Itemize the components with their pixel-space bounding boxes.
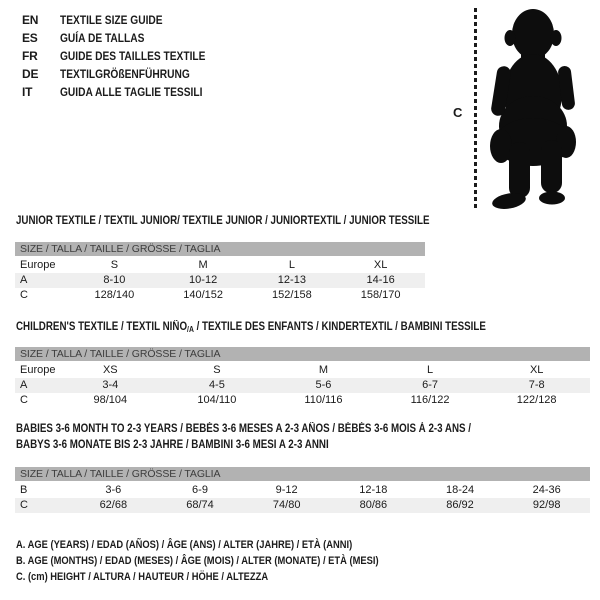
cell-value: 3-4: [102, 379, 119, 391]
table-row: [15, 363, 590, 378]
table-row: [15, 273, 425, 288]
language-title-list: [22, 11, 231, 101]
row-label: A: [20, 379, 28, 391]
heading-text: CHILDREN'S TEXTILE / TEXTIL NIÑO: [16, 321, 188, 333]
cell-value: XL: [529, 364, 544, 376]
footnote-line: [16, 537, 443, 553]
cell-value: 152/158: [271, 289, 312, 301]
cell-value: S: [110, 259, 119, 271]
section-children: [15, 320, 590, 408]
row-label: C: [20, 499, 28, 511]
cell-value: 6-9: [192, 484, 208, 496]
cell-value: 116/122: [410, 394, 450, 406]
language-title: GUIDA ALLE TAGLIE TESSILI: [60, 85, 203, 99]
table-row: [15, 498, 590, 513]
section-junior: [15, 214, 430, 303]
language-title: TEXTILE SIZE GUIDE: [60, 13, 163, 27]
size-table: [15, 347, 590, 408]
language-row: [22, 65, 231, 83]
cell-value: 10-12: [189, 274, 218, 286]
language-title: GUÍA DE TALLAS: [60, 31, 145, 45]
cell-value: 9-12: [275, 484, 298, 496]
cell-value: 110/116: [304, 394, 343, 406]
cell-value: 98/104: [93, 394, 128, 406]
heading-text: / TEXTILE DES ENFANTS / KINDERTEXTIL / BAMBINI TESSILE: [193, 321, 486, 333]
size-table-header: SIZE / TALLA / TAILLE / GRÖSSE / TAGLIA: [15, 347, 590, 361]
cell-value: M: [318, 364, 329, 376]
language-row: [22, 29, 231, 47]
cell-value: 62/68: [99, 499, 128, 511]
footnote-text: C. (cm) HEIGHT / ALTURA / HAUTEUR / HÖHE / ALTEZZA: [16, 571, 269, 583]
row-label: B: [20, 484, 28, 496]
language-title: GUIDE DES TAILLES TEXTILE: [60, 49, 206, 63]
row-label: C: [20, 289, 28, 301]
cell-value: 86/92: [446, 499, 474, 511]
heading-text: JUNIOR TEXTILE / TEXTIL JUNIOR/ TEXTILE JUNIOR / JUNIORTEXTIL / JUNIOR TESSILE: [16, 215, 430, 227]
cell-value: XL: [373, 259, 388, 271]
toddler-silhouette-icon: [482, 4, 594, 210]
cell-value: 104/110: [197, 394, 237, 406]
table-row: [15, 288, 425, 303]
footnote-text: A. AGE (YEARS) / EDAD (AÑOS) / ÂGE (ANS) / ALTER (JAHRE) / ETÀ (ANNI): [16, 539, 353, 551]
table-row: [15, 258, 425, 273]
cell-value: S: [213, 364, 221, 376]
size-table-header: SIZE / TALLA / TAILLE / GRÖSSE / TAGLIA: [15, 467, 590, 481]
section-heading: [15, 214, 430, 230]
language-code: EN: [22, 13, 39, 27]
row-label: C: [20, 394, 28, 406]
cell-value: 68/74: [186, 499, 214, 511]
section-heading: [15, 438, 590, 454]
heading-text: BABYS 3-6 MONATE BIS 2-3 JAHRE / BAMBINI 3-6 MESI A 2-3 ANNI: [16, 439, 329, 451]
cell-value: 80/86: [359, 499, 388, 511]
language-title: TEXTILGRÖßENFÜHRUNG: [60, 67, 190, 81]
cell-value: 8-10: [103, 274, 126, 286]
language-row: [22, 47, 231, 65]
cell-value: L: [288, 259, 295, 271]
footnote-line: [16, 553, 443, 569]
language-row: [22, 83, 231, 101]
section-babies: [15, 422, 590, 513]
row-label: Europe: [20, 259, 56, 271]
cell-value: XS: [102, 364, 118, 376]
language-code: DE: [22, 67, 39, 81]
cell-value: 74/80: [272, 499, 301, 511]
cell-value: 5-6: [315, 379, 332, 391]
height-measure-dashed-line: [474, 8, 477, 208]
cell-value: 3-6: [105, 484, 122, 496]
language-code: IT: [22, 85, 33, 99]
size-table: [15, 467, 590, 513]
heading-text: BABIES 3-6 MONTH TO 2-3 YEARS / BEBÉS 3-6 MESES A 2-3 AÑOS / BÉBÉS 3-6 MOIS À 2-3 ANS /: [16, 423, 472, 435]
cell-value: 14-16: [366, 274, 395, 286]
section-heading: [15, 320, 590, 336]
height-measure-label: C: [453, 105, 463, 120]
cell-value: 24-36: [532, 484, 561, 496]
cell-value: 12-18: [359, 484, 388, 496]
footnote-line: [16, 569, 443, 585]
cell-value: L: [427, 364, 434, 376]
table-row: [15, 483, 590, 498]
cell-value: 4-5: [208, 379, 225, 391]
cell-value: 122/128: [516, 394, 557, 406]
cell-value: 92/98: [532, 499, 561, 511]
cell-value: 18-24: [445, 484, 475, 496]
language-code: ES: [22, 31, 38, 45]
language-code: FR: [22, 49, 38, 63]
cell-value: 7-8: [528, 379, 545, 391]
table-row: [15, 378, 590, 393]
footnote-text: B. AGE (MONTHS) / EDAD (MESES) / ÂGE (MOIS) / ALTER (MONATE) / ETÀ (MESI): [16, 555, 379, 567]
table-row: [15, 393, 590, 408]
cell-value: M: [198, 259, 208, 271]
heading-text: /A: [187, 325, 194, 334]
footnotes: [16, 537, 443, 585]
row-label: A: [20, 274, 28, 286]
size-table-header: SIZE / TALLA / TAILLE / GRÖSSE / TAGLIA: [15, 242, 425, 256]
size-table: [15, 242, 425, 303]
cell-value: 158/170: [360, 289, 401, 301]
section-heading: [15, 422, 590, 438]
row-label: Europe: [20, 364, 56, 376]
cell-value: 12-13: [277, 274, 306, 286]
language-row: [22, 11, 231, 29]
cell-value: 6-7: [422, 379, 439, 391]
cell-value: 128/140: [94, 289, 135, 301]
cell-value: 140/152: [183, 289, 223, 301]
